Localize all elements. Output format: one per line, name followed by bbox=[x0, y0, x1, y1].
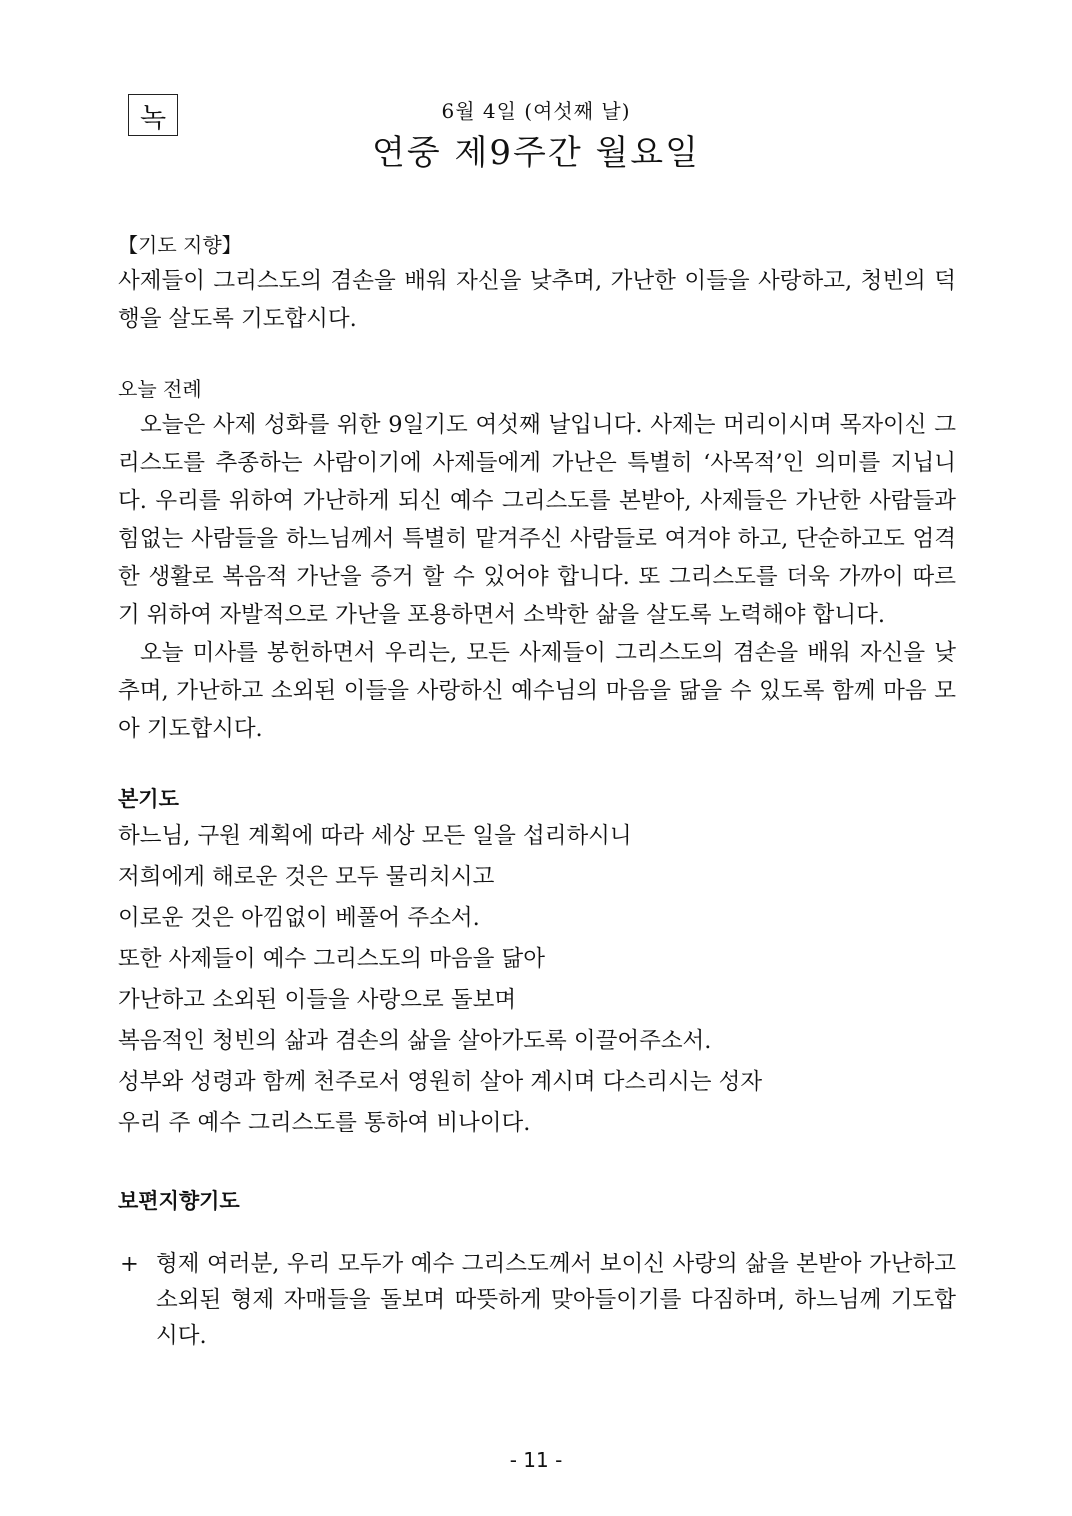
plus-marker: + bbox=[120, 1251, 139, 1277]
main-content bbox=[118, 228, 956, 1354]
liturgy-paragraph: 오늘은 사제 성화를 위한 9일기도 여섯째 날입니다. 사제는 머리이시며 목자이신 그리스도를 추종하는 사람이기에 사제들에게 가난은 특별히 ‘사목적’인 의미를 지닙니다. 우리를 위하여 가난하게 되신 예수 그리스도를 본받아, 사제들은 가난한 사람들과 힘없는 사람들을 하느님께서 특별히 맡겨주신 사람들로 여겨야 하고, 단순하고도 엄격한 생활로 복음적 가난을 증거 할 수 있어야 합니다. 또 그리스도를 더욱 가까이 따르기 위하여 자발적으로 가난을 포용하면서 소박한 삶을 살도록 노력해야 합니다. bbox=[118, 412, 956, 628]
universal-prayer-section bbox=[118, 1184, 956, 1354]
collect-line: 이로운 것은 아낌없이 베풀어 주소서. bbox=[118, 905, 480, 931]
intention-text: 사제들이 그리스도의 겸손을 배워 자신을 낮추며, 가난한 이들을 사랑하고, 청빈의 덕행을 살도록 기도합시다. bbox=[118, 268, 956, 332]
collect-line: 저희에게 해로운 것은 모두 물리치시고 bbox=[118, 864, 495, 890]
liturgy-paragraph: 오늘 미사를 봉헌하면서 우리는, 모든 사제들이 그리스도의 겸손을 배워 자신을 낮추며, 가난하고 소외된 이들을 사랑하신 예수님의 마음을 닮을 수 있도록 함께 마음 모아 기도합시다. bbox=[118, 640, 956, 742]
intercession-item bbox=[118, 1246, 956, 1354]
page-header bbox=[0, 96, 1072, 174]
today-liturgy-label: 오늘 전례 bbox=[118, 377, 202, 401]
collect-line: 가난하고 소외된 이들을 사랑으로 돌보며 bbox=[118, 987, 517, 1013]
collect-heading: 본기도 bbox=[118, 787, 179, 811]
liturgical-color-label: 녹 bbox=[139, 102, 167, 134]
today-liturgy-section bbox=[118, 372, 956, 748]
universal-prayer-heading: 보편지향기도 bbox=[118, 1189, 240, 1213]
collect-line: 성부와 성령과 함께 천주로서 영원히 살아 계시며 다스리시는 성자 bbox=[118, 1069, 763, 1095]
collect-section bbox=[118, 782, 956, 1144]
intercession-text: 형제 여러분, 우리 모두가 예수 그리스도께서 보이신 사랑의 삶을 본받아 가난하고 소외된 형제 자매들을 돌보며 따뜻하게 맞아들이기를 다짐하며, 하느님께 기도합시다. bbox=[156, 1251, 956, 1349]
page-title: 연중 제9주간 월요일 bbox=[372, 133, 700, 173]
collect-line: 하느님, 구원 계획에 따라 세상 모든 일을 섭리하시니 bbox=[118, 823, 632, 849]
prayer-intention-section bbox=[118, 228, 956, 338]
date-line: 6월 4일 (여섯째 날) bbox=[441, 99, 631, 123]
collect-line: 복음적인 청빈의 삶과 겸손의 삶을 살아가도록 이끌어주소서. bbox=[118, 1028, 712, 1054]
page-number: - 11 - bbox=[509, 1448, 563, 1472]
collect-line: 또한 사제들이 예수 그리스도의 마음을 닮아 bbox=[118, 946, 545, 972]
intention-label: 【기도 지향】 bbox=[118, 233, 242, 257]
collect-line: 우리 주 예수 그리스도를 통하여 비나이다. bbox=[118, 1110, 531, 1136]
